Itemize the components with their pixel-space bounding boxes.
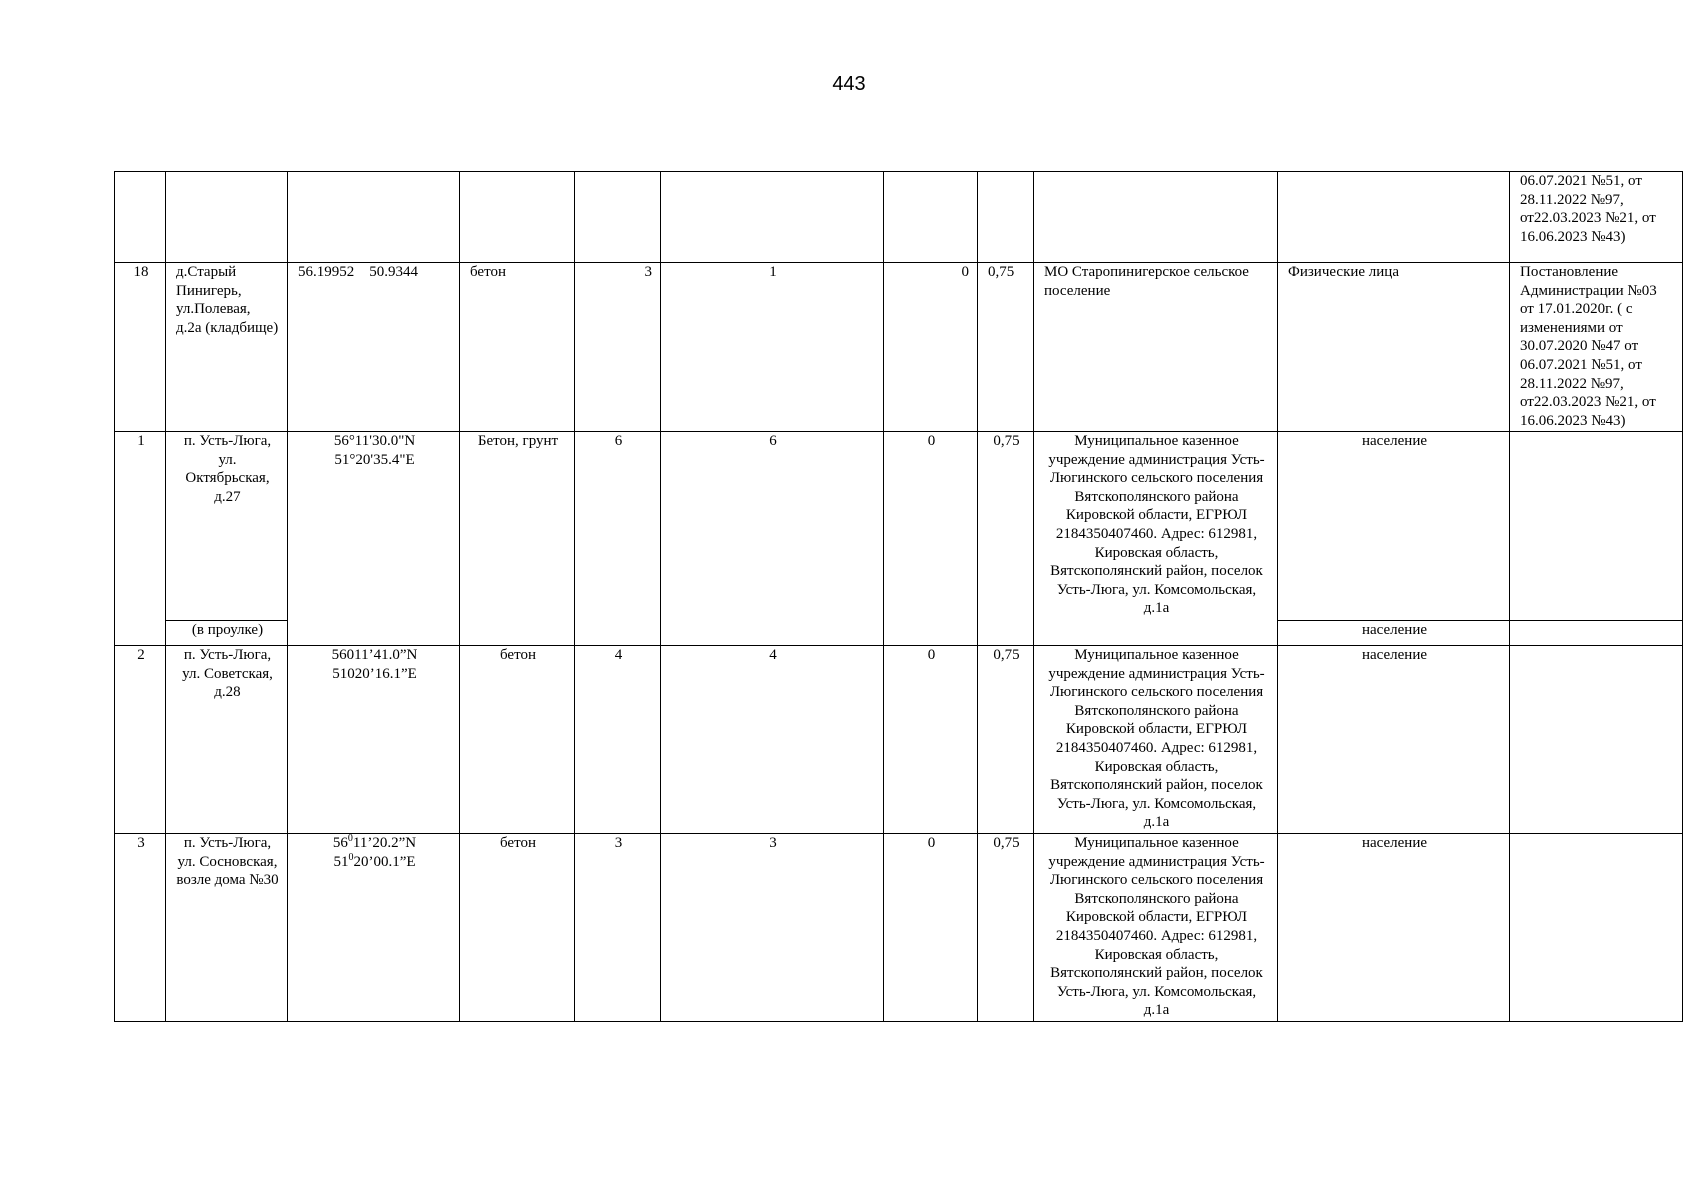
address-cell: п. Усть-Люга, ул. Советская, д.28: [166, 646, 288, 834]
coordinate-lat: $56^011’20.2”N$: [332, 833, 417, 851]
row-number: 2: [115, 646, 166, 834]
surface-cell: Бетон, грунт: [460, 432, 575, 646]
coordinate-lon: 51020’16.1”E: [332, 665, 417, 682]
owner-cell: МО Старопинигерское сельское поселение: [1034, 263, 1278, 432]
value-cell: 1: [661, 263, 884, 432]
users-cell: население: [1278, 621, 1510, 646]
coordinate-lat: 56°11'30.0"N: [333, 433, 416, 449]
row-number: 18: [115, 263, 166, 432]
register-table: [114, 171, 1683, 1022]
value-cell: 0,75: [978, 432, 1034, 646]
value-cell: 3: [575, 834, 661, 1022]
address-cell: д.Старый Пинигерь, ул.Полевая, д.2а (кладбище): [166, 263, 288, 432]
row-number: 1: [115, 432, 166, 646]
owner-cell: Муниципальное казенное учреждение администрация Усть-Люгинского сельского поселения Вятскополянского района Кировской области, ЕГРЮЛ 2184350407460. Адрес: 612981, Кировская область, Вятскополянский район, поселок Усть-Люга, ул. Комсомольская, д.1а: [1034, 834, 1278, 1022]
coordinates-cell: 56.19952 50.9344: [288, 263, 460, 432]
value-cell: 0,75: [978, 834, 1034, 1022]
value-cell: 4: [661, 646, 884, 834]
table-row: [115, 646, 1683, 834]
value-cell: 6: [661, 432, 884, 646]
page-number: 443: [832, 73, 866, 95]
value-cell: 0,75: [978, 263, 1034, 432]
value-cell: 3: [575, 263, 661, 432]
owner-cell: Муниципальное казенное учреждение администрация Усть-Люгинского сельского поселения Вятскополянского района Кировской области, ЕГРЮЛ 2184350407460. Адрес: 612981, Кировская область, Вятскополянский район, поселок Усть-Люга, ул. Комсомольская, д.1а: [1034, 646, 1278, 834]
value-cell: 0: [884, 834, 978, 1022]
surface-cell: бетон: [460, 834, 575, 1022]
document-cell: 06.07.2021 №51, от 28.11.2022 №97, от22.03.2023 №21, от 16.06.2023 №43): [1510, 172, 1683, 263]
coordinates-cell: [288, 646, 460, 834]
row-number: 3: [115, 834, 166, 1022]
coordinate-lon: $51^020’00.1”E$: [333, 851, 416, 870]
coordinates-cell: [288, 834, 460, 1022]
users-cell: население: [1278, 834, 1510, 1022]
value-cell: 0,75: [978, 646, 1034, 834]
document-cell: Постановление Администрации №03 от 17.01.2020г. ( с изменениями от 30.07.2020 №47 от 06.07.2021 №51, от 28.11.2022 №97, от22.03.2023 №21, от 16.06.2023 №43): [1510, 263, 1683, 432]
address-cell: п. Усть-Люга, ул. Октябрьская, д.27: [166, 432, 288, 621]
value-cell: 6: [575, 432, 661, 646]
value-cell: 3: [661, 834, 884, 1022]
value-cell: 0: [884, 263, 978, 432]
table-row: [115, 834, 1683, 1022]
coordinate-lat: 56011’41.0”N: [331, 647, 418, 663]
address-cell: п. Усть-Люга, ул. Сосновская, возле дома №30: [166, 834, 288, 1022]
table-row: [115, 432, 1683, 621]
value-cell: 0: [884, 646, 978, 834]
value-cell: 4: [575, 646, 661, 834]
users-cell: население: [1278, 646, 1510, 834]
users-cell: население: [1278, 432, 1510, 621]
table-row: [115, 263, 1683, 432]
surface-cell: бетон: [460, 263, 575, 432]
coordinates-cell: [288, 432, 460, 646]
users-cell: Физические лица: [1278, 263, 1510, 432]
address-extra-cell: (в проулке): [166, 621, 288, 646]
value-cell: 0: [884, 432, 978, 646]
owner-cell: Муниципальное казенное учреждение администрация Усть-Люгинского сельского поселения Вятскополянского района Кировской области, ЕГРЮЛ 2184350407460. Адрес: 612981, Кировская область, Вятскополянский район, поселок Усть-Люга, ул. Комсомольская, д.1а: [1034, 432, 1278, 646]
table-row: [115, 172, 1683, 263]
coordinate-lon: 51°20'35.4"E: [334, 451, 415, 468]
surface-cell: бетон: [460, 646, 575, 834]
